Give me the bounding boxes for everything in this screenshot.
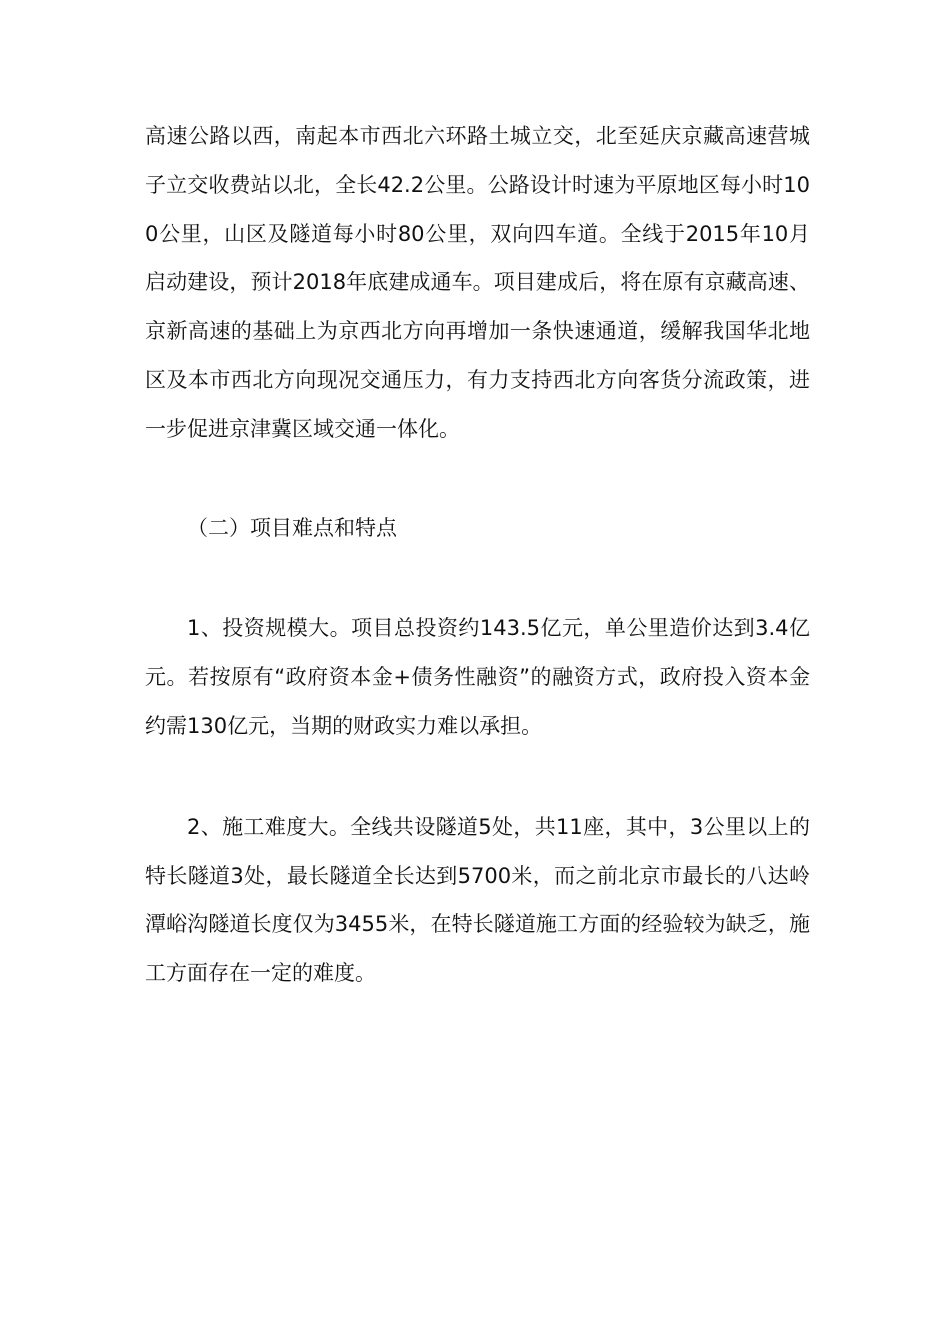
document-body bbox=[145, 112, 810, 998]
paragraph-construction-difficulty: 2、施工难度大。全线共设隧道5处，共11座，其中，3公里以上的特长隧道3处，最长隧道全长达到5700米，而之前北京市最长的八达岭潭峪沟隧道长度仅为3455米，在特长隧道施工方面的经验较为缺乏，施工方面存在一定的难度。 bbox=[145, 814, 810, 986]
section-heading-difficulties: （二）项目难点和特点 bbox=[187, 515, 397, 540]
paragraph-investment-scale: 1、投资规模大。项目总投资约143.5亿元，单公里造价达到3.4亿元。若按原有“政府资本金+债务性融资”的融资方式，政府投入资本金约需130亿元，当期的财政实力难以承担。 bbox=[145, 616, 810, 738]
paragraph-project-overview: 高速公路以西，南起本市西北六环路土城立交，北至延庆京藏高速营城子立交收费站以北，全长42.2公里。公路设计时速为平原地区每小时100公里，山区及隧道每小时80公里，双向四车道。全线于2015年10月启动建设，预计2018年底建成通车。项目建成后，将在原有京藏高速、京新高速的基础上为京西北方向再增加一条快速通道，缓解我国华北地区及本市西北方向现况交通压力，有力支持西北方向客货分流政策，进一步促进京津冀区域交通一体化。 bbox=[145, 124, 810, 441]
